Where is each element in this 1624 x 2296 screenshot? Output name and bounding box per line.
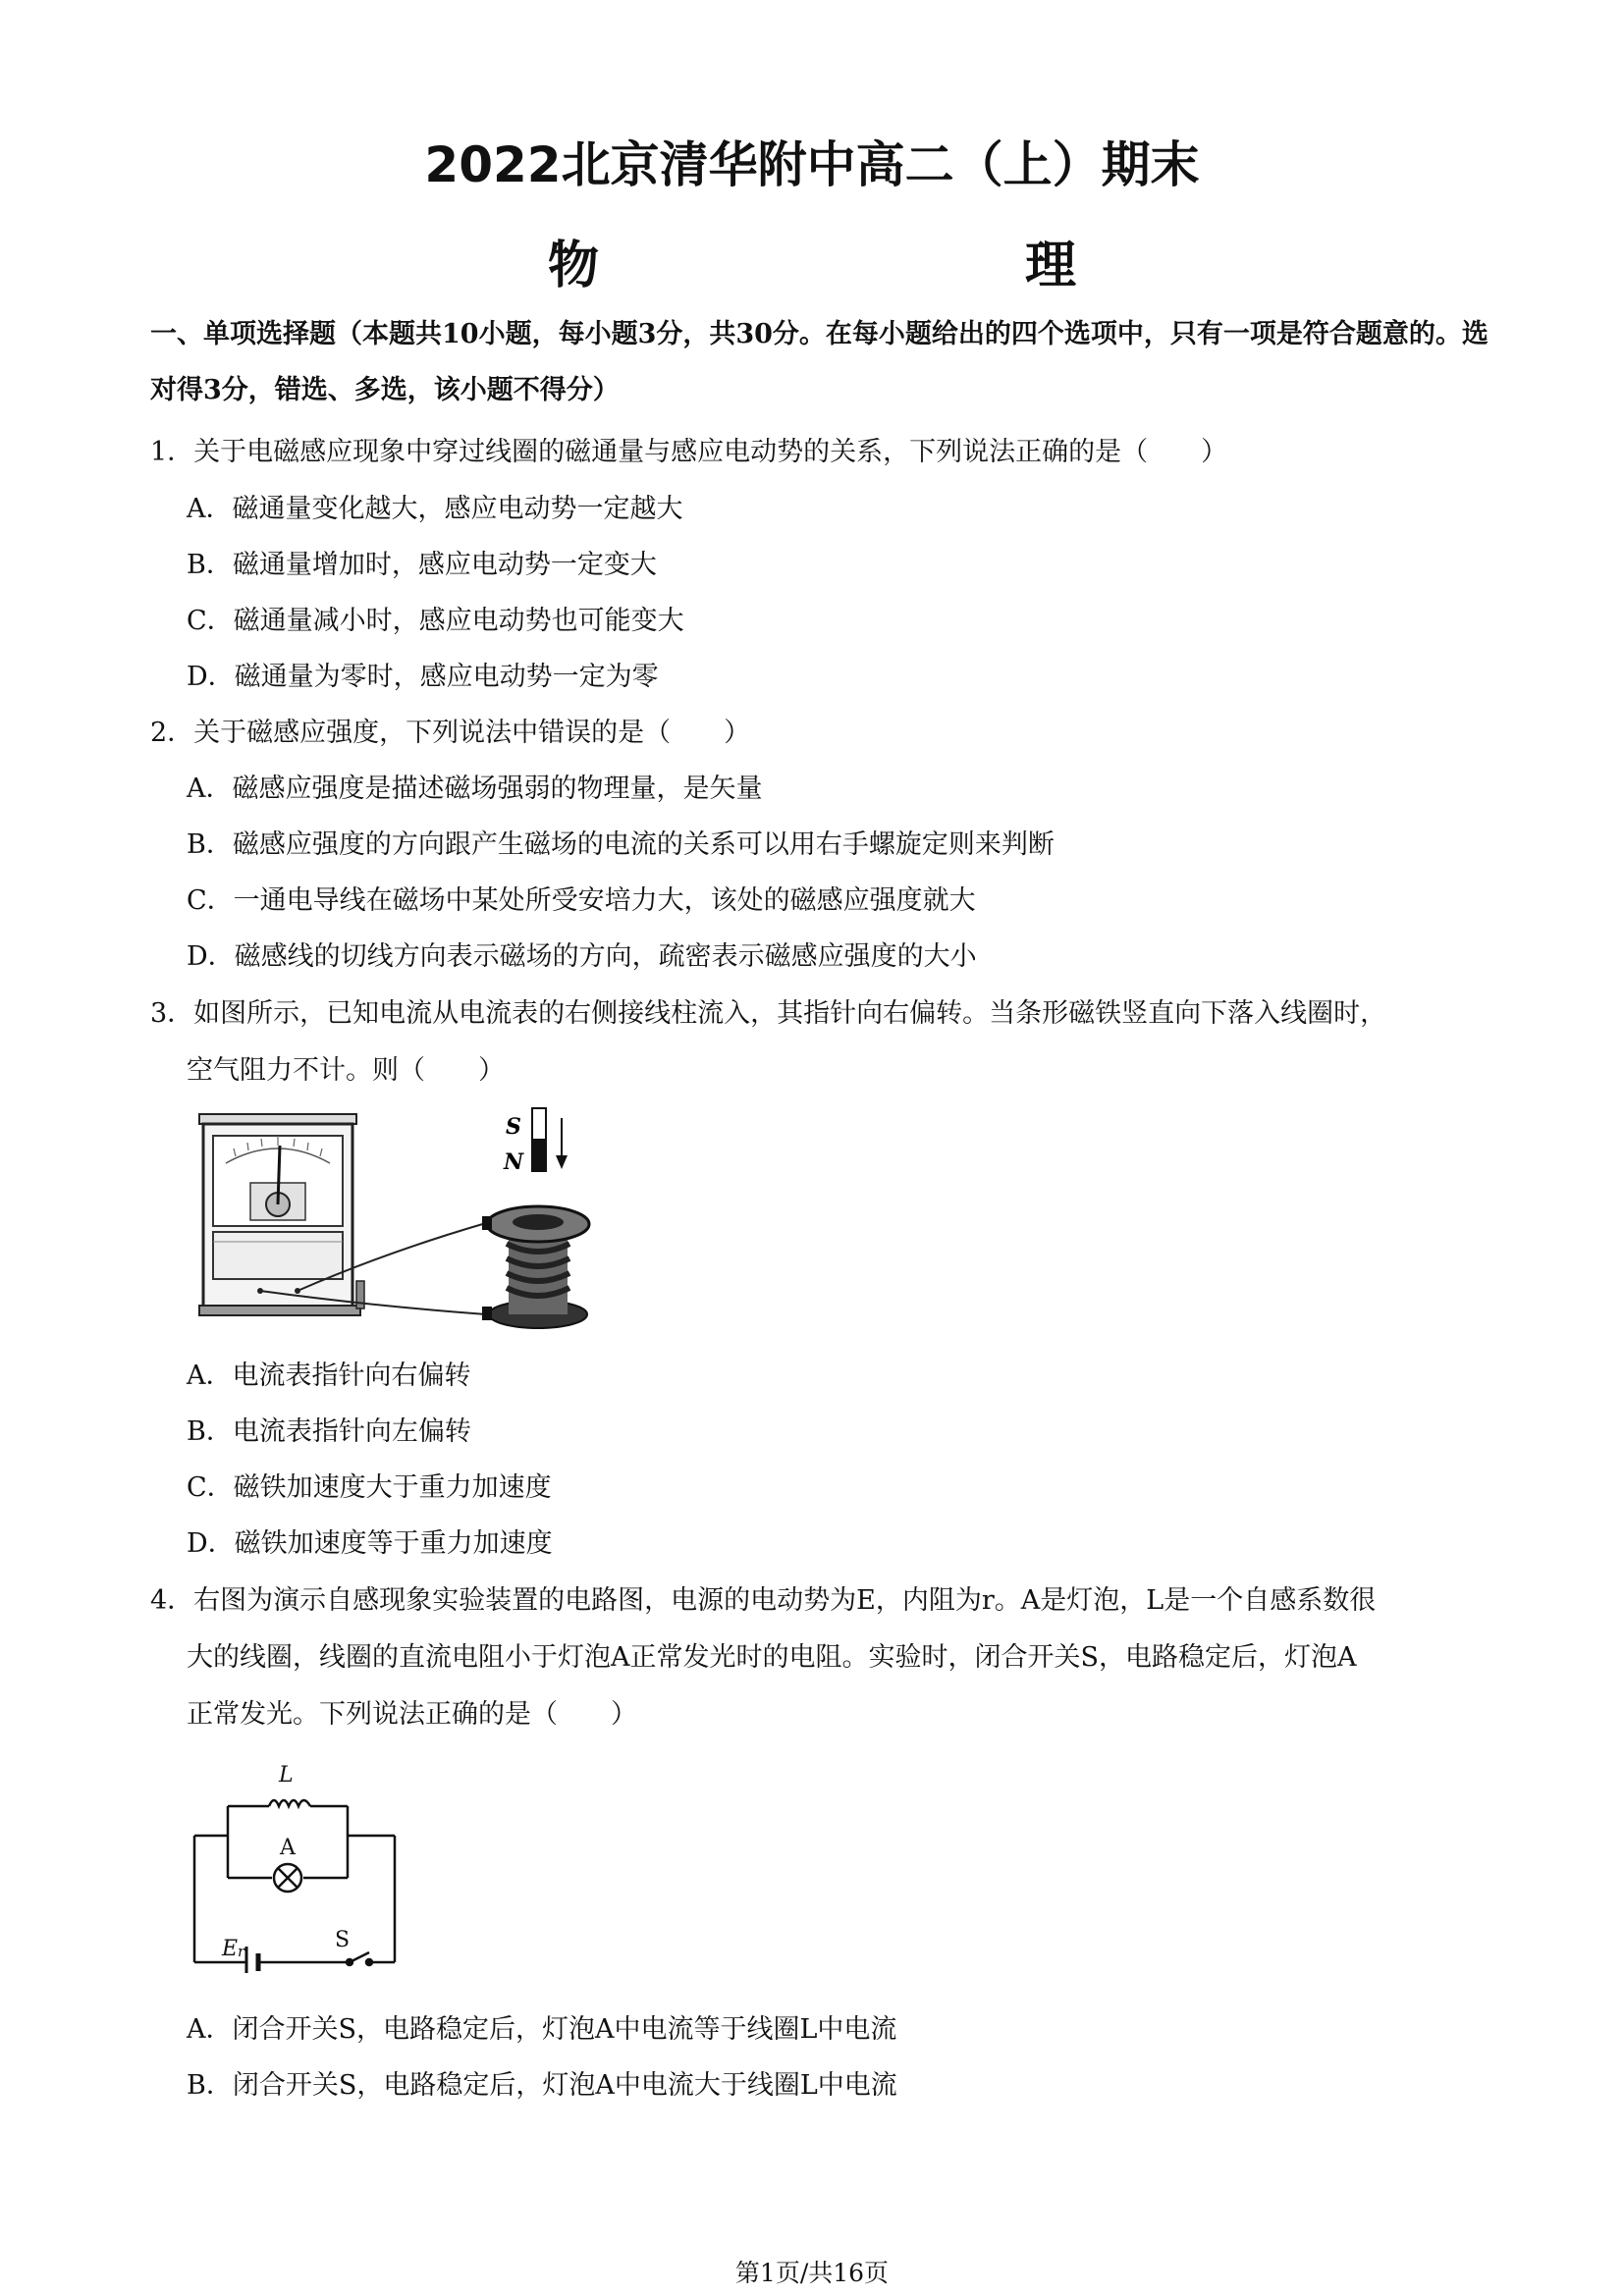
- switch-label: S: [335, 1928, 351, 1952]
- lamp-icon: [274, 1864, 301, 1892]
- subject-title: 物 理: [547, 237, 1184, 295]
- question-4-stem-line-2: 大的线圈，线圈的直流电阻小于灯泡A正常发光时的电阻。实验时，闭合开关S，电路稳定后，灯泡A: [187, 1642, 1357, 1673]
- exam-title: 2022北京清华附中高二（上）期末: [424, 136, 1200, 193]
- question-3-option-d: D．磁铁加速度等于重力加速度: [187, 1528, 553, 1559]
- self-inductance-circuit-diagram: [187, 1752, 403, 1973]
- internal-resistance-label: r: [238, 1943, 245, 1960]
- ammeter-icon: [199, 1114, 364, 1315]
- switch-icon: [347, 1952, 372, 1965]
- question-1-option-b: B．磁通量增加时，感应电动势一定变大: [187, 550, 657, 580]
- question-1-option-d: D．磁通量为零时，感应电动势一定为零: [187, 662, 659, 692]
- question-3-option-a: A．电流表指针向右偏转: [187, 1361, 471, 1391]
- question-4-stem-line-3: 正常发光。下列说法正确的是（ ）: [187, 1699, 637, 1730]
- question-1-stem: 1．关于电磁感应现象中穿过线圈的磁通量与感应电动势的关系，下列说法正确的是（ ）: [150, 437, 1228, 467]
- question-3-option-c: C．磁铁加速度大于重力加速度: [187, 1472, 552, 1503]
- lamp-label: A: [280, 1836, 296, 1860]
- question-1-option-a: A．磁通量变化越大，感应电动势一定越大: [187, 494, 683, 524]
- question-2-option-b: B．磁感应强度的方向跟产生磁场的电流的关系可以用右手螺旋定则来判断: [187, 829, 1055, 860]
- emf-label: E: [222, 1937, 239, 1961]
- section-instructions: 一、单项选择题（本题共10小题，每小题3分，共30分。在每小题给出的四个选项中，只有一项是符合题意的。选对得3分，错选、多选，该小题不得分）: [150, 319, 1489, 405]
- question-4-option-a: A．闭合开关S，电路稳定后，灯泡A中电流等于线圈L中电流: [187, 2014, 897, 2045]
- down-arrow-icon: [556, 1118, 568, 1169]
- question-3-stem-line-2: 空气阻力不计。则（ ）: [187, 1055, 505, 1086]
- magnet-label-s: S: [506, 1114, 521, 1140]
- question-2-option-d: D．磁感线的切线方向表示磁场的方向，疏密表示磁感应强度的大小: [187, 941, 977, 972]
- battery-icon: [246, 1947, 258, 1973]
- question-4-option-b: B．闭合开关S，电路稳定后，灯泡A中电流大于线圈L中电流: [187, 2070, 897, 2101]
- question-3-option-b: B．电流表指针向左偏转: [187, 1416, 471, 1447]
- magnet-label-n: N: [504, 1149, 524, 1175]
- question-3-stem-line-1: 3．如图所示，已知电流从电流表的右侧接线柱流入，其指针向右偏转。当条形磁铁竖直向下落入线圈时，: [150, 998, 1387, 1029]
- inductor-icon: [269, 1800, 310, 1806]
- page-number-footer: 第1页/共16页: [734, 2259, 890, 2287]
- question-1-option-c: C．磁通量减小时，感应电动势也可能变大: [187, 606, 684, 636]
- question-2-option-a: A．磁感应强度是描述磁场强弱的物理量，是矢量: [187, 774, 763, 804]
- inductor-label: L: [279, 1763, 294, 1788]
- bar-magnet-icon: [532, 1108, 546, 1171]
- question-2-stem: 2．关于磁感应强度，下列说法中错误的是（ ）: [150, 718, 751, 748]
- question-2-option-c: C．一通电导线在磁场中某处所受安培力大，该处的磁感应强度就大: [187, 885, 976, 916]
- coil-icon: [482, 1206, 589, 1328]
- question-4-stem-line-1: 4．右图为演示自感现象实验装置的电路图，电源的电动势为E，内阻为r。A是灯泡，L是一个自感系数很: [150, 1585, 1377, 1616]
- ammeter-coil-figure: [191, 1104, 604, 1335]
